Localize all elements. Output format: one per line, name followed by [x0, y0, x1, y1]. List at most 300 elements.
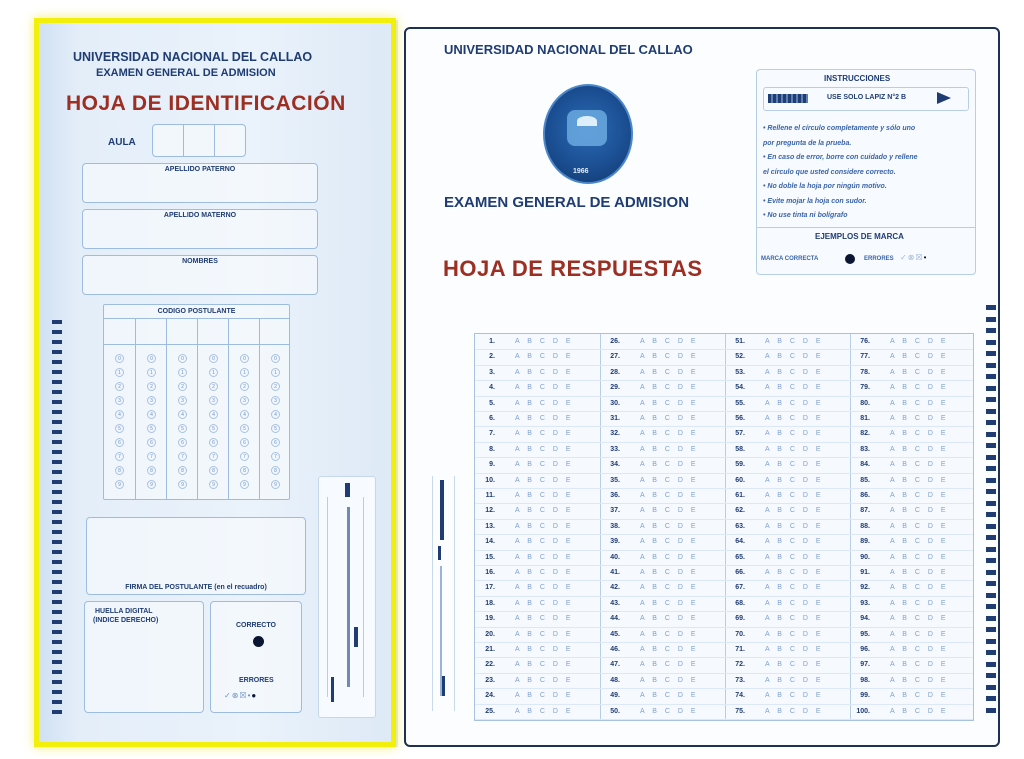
question-number: 71.	[735, 646, 745, 653]
answer-options[interactable]: A B C D E	[640, 384, 699, 392]
question-number: 90.	[860, 553, 870, 561]
timing-mark	[986, 604, 996, 609]
answer-options[interactable]: A B C D E	[765, 553, 824, 561]
digit-bubble[interactable]: 1	[178, 368, 187, 377]
digit-bubble[interactable]: 8	[240, 466, 249, 475]
answer-options[interactable]: A B C D E	[765, 384, 824, 392]
answer-options[interactable]: A B C D E	[765, 630, 824, 638]
row-line	[475, 365, 973, 366]
answer-options[interactable]: A B C D E	[890, 692, 949, 700]
question-number: 40.	[610, 553, 620, 561]
answer-options[interactable]: A B C D E	[640, 584, 699, 592]
answer-options[interactable]: A B C D E	[515, 353, 574, 361]
instruction-line: • En caso de error, borre con cuidado y rellene	[763, 154, 918, 161]
university-seal-icon	[543, 84, 633, 184]
answer-options[interactable]: A B C D E	[640, 445, 699, 453]
row-line	[475, 657, 973, 658]
question-number: 51.	[735, 338, 745, 345]
question-number: 23.	[485, 676, 495, 684]
answer-options[interactable]: A B C D E	[890, 507, 949, 515]
row-line	[475, 349, 973, 350]
row-line	[475, 488, 973, 489]
row-line	[475, 380, 973, 381]
digit-bubble[interactable]: 0	[240, 354, 249, 363]
digit-bubble[interactable]: 2	[115, 382, 124, 391]
digit-bubble[interactable]: 1	[240, 368, 249, 377]
timing-mark	[986, 351, 996, 356]
timing-mark	[986, 708, 996, 713]
question-number: 88.	[860, 522, 870, 530]
answer-options[interactable]: A B C D E	[640, 522, 699, 530]
question-number: 79.	[860, 384, 870, 392]
question-number: 11.	[485, 492, 495, 499]
digit-bubble[interactable]: 1	[115, 368, 124, 377]
question-number: 26.	[610, 338, 620, 345]
digit-bubble[interactable]: 2	[271, 382, 280, 391]
question-number: 82.	[860, 430, 870, 438]
error-marks-icon: ✓⊗☒•●	[224, 691, 258, 700]
answer-options[interactable]: A B C D E	[890, 353, 949, 361]
answer-options[interactable]: A B C D E	[515, 476, 574, 484]
question-number: 64.	[735, 538, 745, 546]
left-exam-title: EXAMEN GENERAL DE ADMISION	[96, 67, 276, 79]
answer-options[interactable]: A B C D E	[640, 630, 699, 638]
digit-bubble[interactable]: 5	[115, 424, 124, 433]
question-number: 12.	[485, 507, 495, 515]
row-line	[475, 565, 973, 566]
answer-options[interactable]: A B C D E	[640, 476, 699, 484]
digit-bubble[interactable]: 9	[240, 480, 249, 489]
answer-options[interactable]: A B C D E	[515, 384, 574, 392]
question-number: 80.	[860, 399, 870, 407]
digit-bubble[interactable]: 9	[147, 480, 156, 489]
digit-bubble[interactable]: 2	[147, 382, 156, 391]
digit-bubble[interactable]: 7	[178, 452, 187, 461]
digit-bubble[interactable]: 6	[178, 438, 187, 447]
digit-bubble[interactable]: 5	[178, 424, 187, 433]
digit-bubble[interactable]: 8	[115, 466, 124, 475]
question-number: 13.	[485, 522, 495, 530]
digit-bubble[interactable]: 2	[178, 382, 187, 391]
instruction-line: • No use tinta ni bolígrafo	[763, 212, 848, 219]
answer-options[interactable]: A B C D E	[640, 553, 699, 561]
question-number: 25.	[485, 707, 495, 715]
answer-options[interactable]: A B C D E	[890, 584, 949, 592]
question-number: 87.	[860, 507, 870, 515]
digit-bubble[interactable]: 0	[209, 354, 218, 363]
question-number: 10.	[485, 476, 495, 484]
timing-mark	[986, 363, 996, 368]
timing-mark	[986, 650, 996, 655]
column-separator	[725, 334, 726, 720]
answer-options[interactable]: A B C D E	[640, 492, 699, 499]
answer-options[interactable]: A B C D E	[890, 415, 949, 422]
digit-bubble[interactable]: 0	[178, 354, 187, 363]
right-university-title: UNIVERSIDAD NACIONAL DEL CALLAO	[444, 42, 693, 57]
answer-options[interactable]: A B C D E	[515, 615, 574, 623]
digit-bubble[interactable]: 7	[240, 452, 249, 461]
instruction-line: • No doble la hoja por ningún motivo.	[763, 183, 887, 190]
question-number: 65.	[735, 553, 745, 561]
question-number: 9.	[489, 461, 495, 469]
question-number: 50.	[610, 707, 620, 715]
answer-options[interactable]: A B C D E	[890, 476, 949, 484]
answer-options[interactable]: A B C D E	[890, 661, 949, 669]
instruction-line: el círculo que usted considere correcto.	[763, 168, 896, 176]
answer-options[interactable]: A B C D E	[765, 676, 824, 684]
answer-options[interactable]: A B C D E	[515, 707, 574, 715]
timing-mark	[986, 662, 996, 667]
row-line	[475, 719, 973, 720]
answer-options[interactable]: A B C D E	[515, 599, 574, 607]
question-number: 1.	[489, 338, 495, 345]
timing-mark	[986, 386, 996, 391]
answer-options[interactable]: A B C D E	[890, 430, 949, 438]
question-number: 30.	[610, 399, 620, 407]
digit-bubble[interactable]: 9	[209, 480, 218, 489]
answer-options[interactable]: A B C D E	[640, 461, 699, 469]
question-number: 91.	[860, 569, 870, 576]
question-number: 48.	[610, 676, 620, 684]
answer-options[interactable]: A B C D E	[890, 646, 949, 653]
apellido-paterno-label: APELLIDO PATERNO	[164, 166, 236, 173]
seal-year: 1966	[573, 168, 589, 175]
question-number: 61.	[735, 492, 745, 499]
question-number: 2.	[489, 353, 495, 361]
timing-mark	[986, 696, 996, 701]
digit-bubble[interactable]: 7	[209, 452, 218, 461]
timing-mark	[986, 455, 996, 460]
answer-options[interactable]: A B C D E	[515, 338, 574, 345]
answer-options[interactable]: A B C D E	[890, 445, 949, 453]
digit-bubble[interactable]: 6	[115, 438, 124, 447]
timing-mark	[986, 328, 996, 333]
answer-options[interactable]: A B C D E	[640, 368, 699, 376]
question-number: 36.	[610, 492, 620, 499]
answer-options[interactable]: A B C D E	[515, 569, 574, 576]
question-number: 39.	[610, 538, 620, 546]
digit-bubble[interactable]: 1	[209, 368, 218, 377]
question-number: 69.	[735, 615, 745, 623]
question-number: 84.	[860, 461, 870, 469]
right-exam-title: EXAMEN GENERAL DE ADMISION	[444, 194, 690, 211]
highlight-frame	[34, 18, 396, 747]
digit-bubble[interactable]: 9	[178, 480, 187, 489]
answer-options[interactable]: A B C D E	[515, 461, 574, 469]
answer-options[interactable]: A B C D E	[765, 569, 824, 576]
question-number: 35.	[610, 476, 620, 484]
answer-options[interactable]: A B C D E	[640, 353, 699, 361]
digit-bubble[interactable]: 4	[271, 410, 280, 419]
timing-mark	[986, 581, 996, 586]
timing-mark	[986, 432, 996, 437]
question-number: 24.	[485, 692, 495, 700]
instructions-box	[756, 69, 976, 275]
answer-options[interactable]: A B C D E	[890, 599, 949, 607]
answer-options[interactable]: A B C D E	[890, 492, 949, 499]
question-number: 31.	[610, 415, 620, 422]
question-number: 52.	[735, 353, 745, 361]
question-number: 58.	[735, 445, 745, 453]
answer-options[interactable]: A B C D E	[515, 430, 574, 438]
ejemplos-title: EJEMPLOS DE MARCA	[815, 232, 904, 241]
answer-options[interactable]: A B C D E	[640, 707, 699, 715]
question-number: 4.	[489, 384, 495, 392]
answer-options[interactable]: A B C D E	[640, 599, 699, 607]
digit-bubble[interactable]: 5	[240, 424, 249, 433]
question-number: 60.	[735, 476, 745, 484]
answer-options[interactable]: A B C D E	[515, 368, 574, 376]
question-number: 100.	[856, 707, 870, 715]
question-number: 53.	[735, 368, 745, 376]
question-number: 75.	[735, 707, 745, 715]
correcto-label: CORRECTO	[236, 622, 276, 629]
digit-bubble[interactable]: 6	[240, 438, 249, 447]
question-number: 7.	[489, 430, 495, 438]
answer-options[interactable]: A B C D E	[515, 507, 574, 515]
digit-bubble[interactable]: 6	[209, 438, 218, 447]
row-line	[475, 426, 973, 427]
answer-options[interactable]: A B C D E	[765, 646, 824, 653]
digit-bubble[interactable]: 0	[271, 354, 280, 363]
answer-options[interactable]: A B C D E	[890, 461, 949, 469]
question-number: 44.	[610, 615, 620, 623]
question-number: 62.	[735, 507, 745, 515]
timing-mark	[986, 489, 996, 494]
question-number: 18.	[485, 599, 495, 607]
digit-bubble[interactable]: 2	[240, 382, 249, 391]
question-number: 37.	[610, 507, 620, 515]
digit-bubble[interactable]: 5	[271, 424, 280, 433]
digit-bubble[interactable]: 4	[209, 410, 218, 419]
answer-options[interactable]: A B C D E	[765, 353, 824, 361]
answer-options[interactable]: A B C D E	[765, 584, 824, 592]
digit-bubble[interactable]: 4	[240, 410, 249, 419]
digit-bubble[interactable]: 8	[178, 466, 187, 475]
digit-bubble[interactable]: 7	[271, 452, 280, 461]
answer-options[interactable]: A B C D E	[765, 507, 824, 515]
identification-title: HOJA DE IDENTIFICACIÓN	[66, 92, 346, 115]
question-number: 56.	[735, 415, 745, 422]
arrow-icon	[937, 92, 951, 104]
question-number: 22.	[485, 661, 495, 669]
answer-options[interactable]: A B C D E	[515, 415, 574, 422]
answer-options[interactable]: A B C D E	[765, 492, 824, 499]
question-number: 15.	[485, 553, 495, 561]
pencil-icon	[768, 94, 808, 103]
question-number: 94.	[860, 615, 870, 623]
answer-options[interactable]: A B C D E	[640, 538, 699, 546]
digit-bubble[interactable]: 1	[271, 368, 280, 377]
codigo-postulante-label: CODIGO POSTULANTE	[157, 308, 236, 315]
answer-options[interactable]: A B C D E	[765, 415, 824, 422]
digit-bubble[interactable]: 2	[209, 382, 218, 391]
digit-bubble[interactable]: 3	[240, 396, 249, 405]
row-line	[475, 457, 973, 458]
answer-options[interactable]: A B C D E	[765, 692, 824, 700]
answer-options[interactable]: A B C D E	[640, 661, 699, 669]
digit-bubble[interactable]: 6	[147, 438, 156, 447]
answer-options[interactable]: A B C D E	[515, 445, 574, 453]
digit-bubble[interactable]: 7	[147, 452, 156, 461]
timing-mark	[986, 639, 996, 644]
question-number: 66.	[735, 569, 745, 576]
question-number: 73.	[735, 676, 745, 684]
digit-bubble[interactable]: 5	[147, 424, 156, 433]
question-number: 96.	[860, 646, 870, 653]
answer-options[interactable]: A B C D E	[890, 707, 949, 715]
question-number: 77.	[860, 353, 870, 361]
answer-options[interactable]: A B C D E	[890, 553, 949, 561]
question-number: 27.	[610, 353, 620, 361]
answer-options[interactable]: A B C D E	[765, 461, 824, 469]
timing-mark	[986, 558, 996, 563]
answer-options[interactable]: A B C D E	[765, 615, 824, 623]
answer-options[interactable]: A B C D E	[640, 692, 699, 700]
question-number: 21.	[485, 646, 495, 653]
answer-options[interactable]: A B C D E	[515, 538, 574, 546]
digit-bubble[interactable]: 0	[147, 354, 156, 363]
answer-options[interactable]: A B C D E	[515, 584, 574, 592]
answer-options[interactable]: A B C D E	[640, 615, 699, 623]
question-number: 95.	[860, 630, 870, 638]
answer-options[interactable]: A B C D E	[890, 615, 949, 623]
timing-mark	[986, 478, 996, 483]
digit-bubble[interactable]: 8	[209, 466, 218, 475]
digit-bubble[interactable]: 3	[147, 396, 156, 405]
digit-bubble[interactable]: 1	[147, 368, 156, 377]
answer-options[interactable]: A B C D E	[765, 430, 824, 438]
answer-options[interactable]: A B C D E	[890, 538, 949, 546]
timing-mark	[986, 317, 996, 322]
answer-options[interactable]: A B C D E	[640, 676, 699, 684]
timing-mark	[986, 685, 996, 690]
digit-bubble[interactable]: 4	[178, 410, 187, 419]
timing-mark	[986, 501, 996, 506]
instruction-line: • Rellene el círculo completamente y sólo uno	[763, 125, 916, 132]
instruction-line: • Evite mojar la hoja con sudor.	[763, 197, 867, 205]
answer-options[interactable]: A B C D E	[890, 399, 949, 407]
answer-options[interactable]: A B C D E	[765, 399, 824, 407]
digit-bubble[interactable]: 9	[115, 480, 124, 489]
errores-label: ERRORES	[239, 677, 274, 684]
digit-bubble[interactable]: 8	[147, 466, 156, 475]
digit-bubble[interactable]: 3	[271, 396, 280, 405]
digit-bubble[interactable]: 3	[115, 396, 124, 405]
digit-bubble[interactable]: 8	[271, 466, 280, 475]
digit-bubble[interactable]: 4	[115, 410, 124, 419]
answer-options[interactable]: A B C D E	[890, 338, 949, 345]
question-number: 59.	[735, 461, 745, 469]
question-number: 6.	[489, 415, 495, 422]
digit-bubble[interactable]: 3	[209, 396, 218, 405]
digit-bubble[interactable]: 4	[147, 410, 156, 419]
timing-mark	[986, 627, 996, 632]
question-number: 33.	[610, 445, 620, 453]
answer-options[interactable]: A B C D E	[890, 569, 949, 576]
timing-mark	[986, 443, 996, 448]
digit-bubble[interactable]: 6	[271, 438, 280, 447]
question-number: 19.	[485, 615, 495, 623]
answer-options[interactable]: A B C D E	[515, 630, 574, 638]
answer-options[interactable]: A B C D E	[640, 415, 699, 422]
answer-options[interactable]: A B C D E	[765, 538, 824, 546]
answer-options[interactable]: A B C D E	[515, 646, 574, 653]
digit-bubble[interactable]: 5	[209, 424, 218, 433]
answer-options[interactable]: A B C D E	[765, 445, 824, 453]
answer-options[interactable]: A B C D E	[765, 338, 824, 345]
question-number: 41.	[610, 569, 620, 576]
digit-bubble[interactable]: 3	[178, 396, 187, 405]
question-number: 92.	[860, 584, 870, 592]
question-number: 29.	[610, 384, 620, 392]
question-number: 43.	[610, 599, 620, 607]
row-line	[475, 673, 973, 674]
answer-options[interactable]: A B C D E	[640, 338, 699, 345]
answer-options[interactable]: A B C D E	[515, 661, 574, 669]
answer-options[interactable]: A B C D E	[640, 430, 699, 438]
answer-options[interactable]: A B C D E	[765, 661, 824, 669]
timing-mark	[986, 512, 996, 517]
answer-options[interactable]: A B C D E	[890, 676, 949, 684]
marca-correcta-label: MARCA CORRECTA	[761, 256, 819, 262]
answer-options[interactable]: A B C D E	[515, 553, 574, 561]
answer-options[interactable]: A B C D E	[765, 599, 824, 607]
question-number: 34.	[610, 461, 620, 469]
answer-options[interactable]: A B C D E	[890, 522, 949, 530]
timing-mark	[986, 340, 996, 345]
digit-bubble[interactable]: 0	[115, 354, 124, 363]
answer-options[interactable]: A B C D E	[765, 522, 824, 530]
answer-options[interactable]: A B C D E	[640, 399, 699, 407]
question-number: 8.	[489, 445, 495, 453]
answer-options[interactable]: A B C D E	[890, 384, 949, 392]
answer-grid	[474, 333, 974, 721]
timing-mark	[986, 409, 996, 414]
answer-options[interactable]: A B C D E	[640, 646, 699, 653]
digit-bubble[interactable]: 9	[271, 480, 280, 489]
answer-options[interactable]: A B C D E	[515, 492, 574, 499]
answer-options[interactable]: A B C D E	[890, 630, 949, 638]
marca-correcta-icon	[845, 254, 855, 264]
question-number: 86.	[860, 492, 870, 499]
firma-label: FIRMA DEL POSTULANTE (en el recuadro)	[125, 584, 267, 591]
answer-options[interactable]: A B C D E	[765, 476, 824, 484]
question-number: 47.	[610, 661, 620, 669]
question-number: 76.	[860, 338, 870, 345]
row-line	[475, 642, 973, 643]
answer-options[interactable]: A B C D E	[765, 368, 824, 376]
timing-mark	[986, 374, 996, 379]
digit-bubble[interactable]: 7	[115, 452, 124, 461]
question-number: 54.	[735, 384, 745, 392]
answer-options[interactable]: A B C D E	[515, 522, 574, 530]
answer-options[interactable]: A B C D E	[515, 692, 574, 700]
row-line	[475, 534, 973, 535]
answer-options[interactable]: A B C D E	[640, 507, 699, 515]
answer-options[interactable]: A B C D E	[640, 569, 699, 576]
answer-options[interactable]: A B C D E	[890, 368, 949, 376]
question-number: 46.	[610, 646, 620, 653]
answer-options[interactable]: A B C D E	[765, 707, 824, 715]
row-line	[475, 396, 973, 397]
answer-options[interactable]: A B C D E	[515, 676, 574, 684]
question-number: 55.	[735, 399, 745, 407]
timing-mark	[986, 535, 996, 540]
question-number: 5.	[489, 399, 495, 407]
answer-options[interactable]: A B C D E	[515, 399, 574, 407]
timing-mark	[986, 547, 996, 552]
